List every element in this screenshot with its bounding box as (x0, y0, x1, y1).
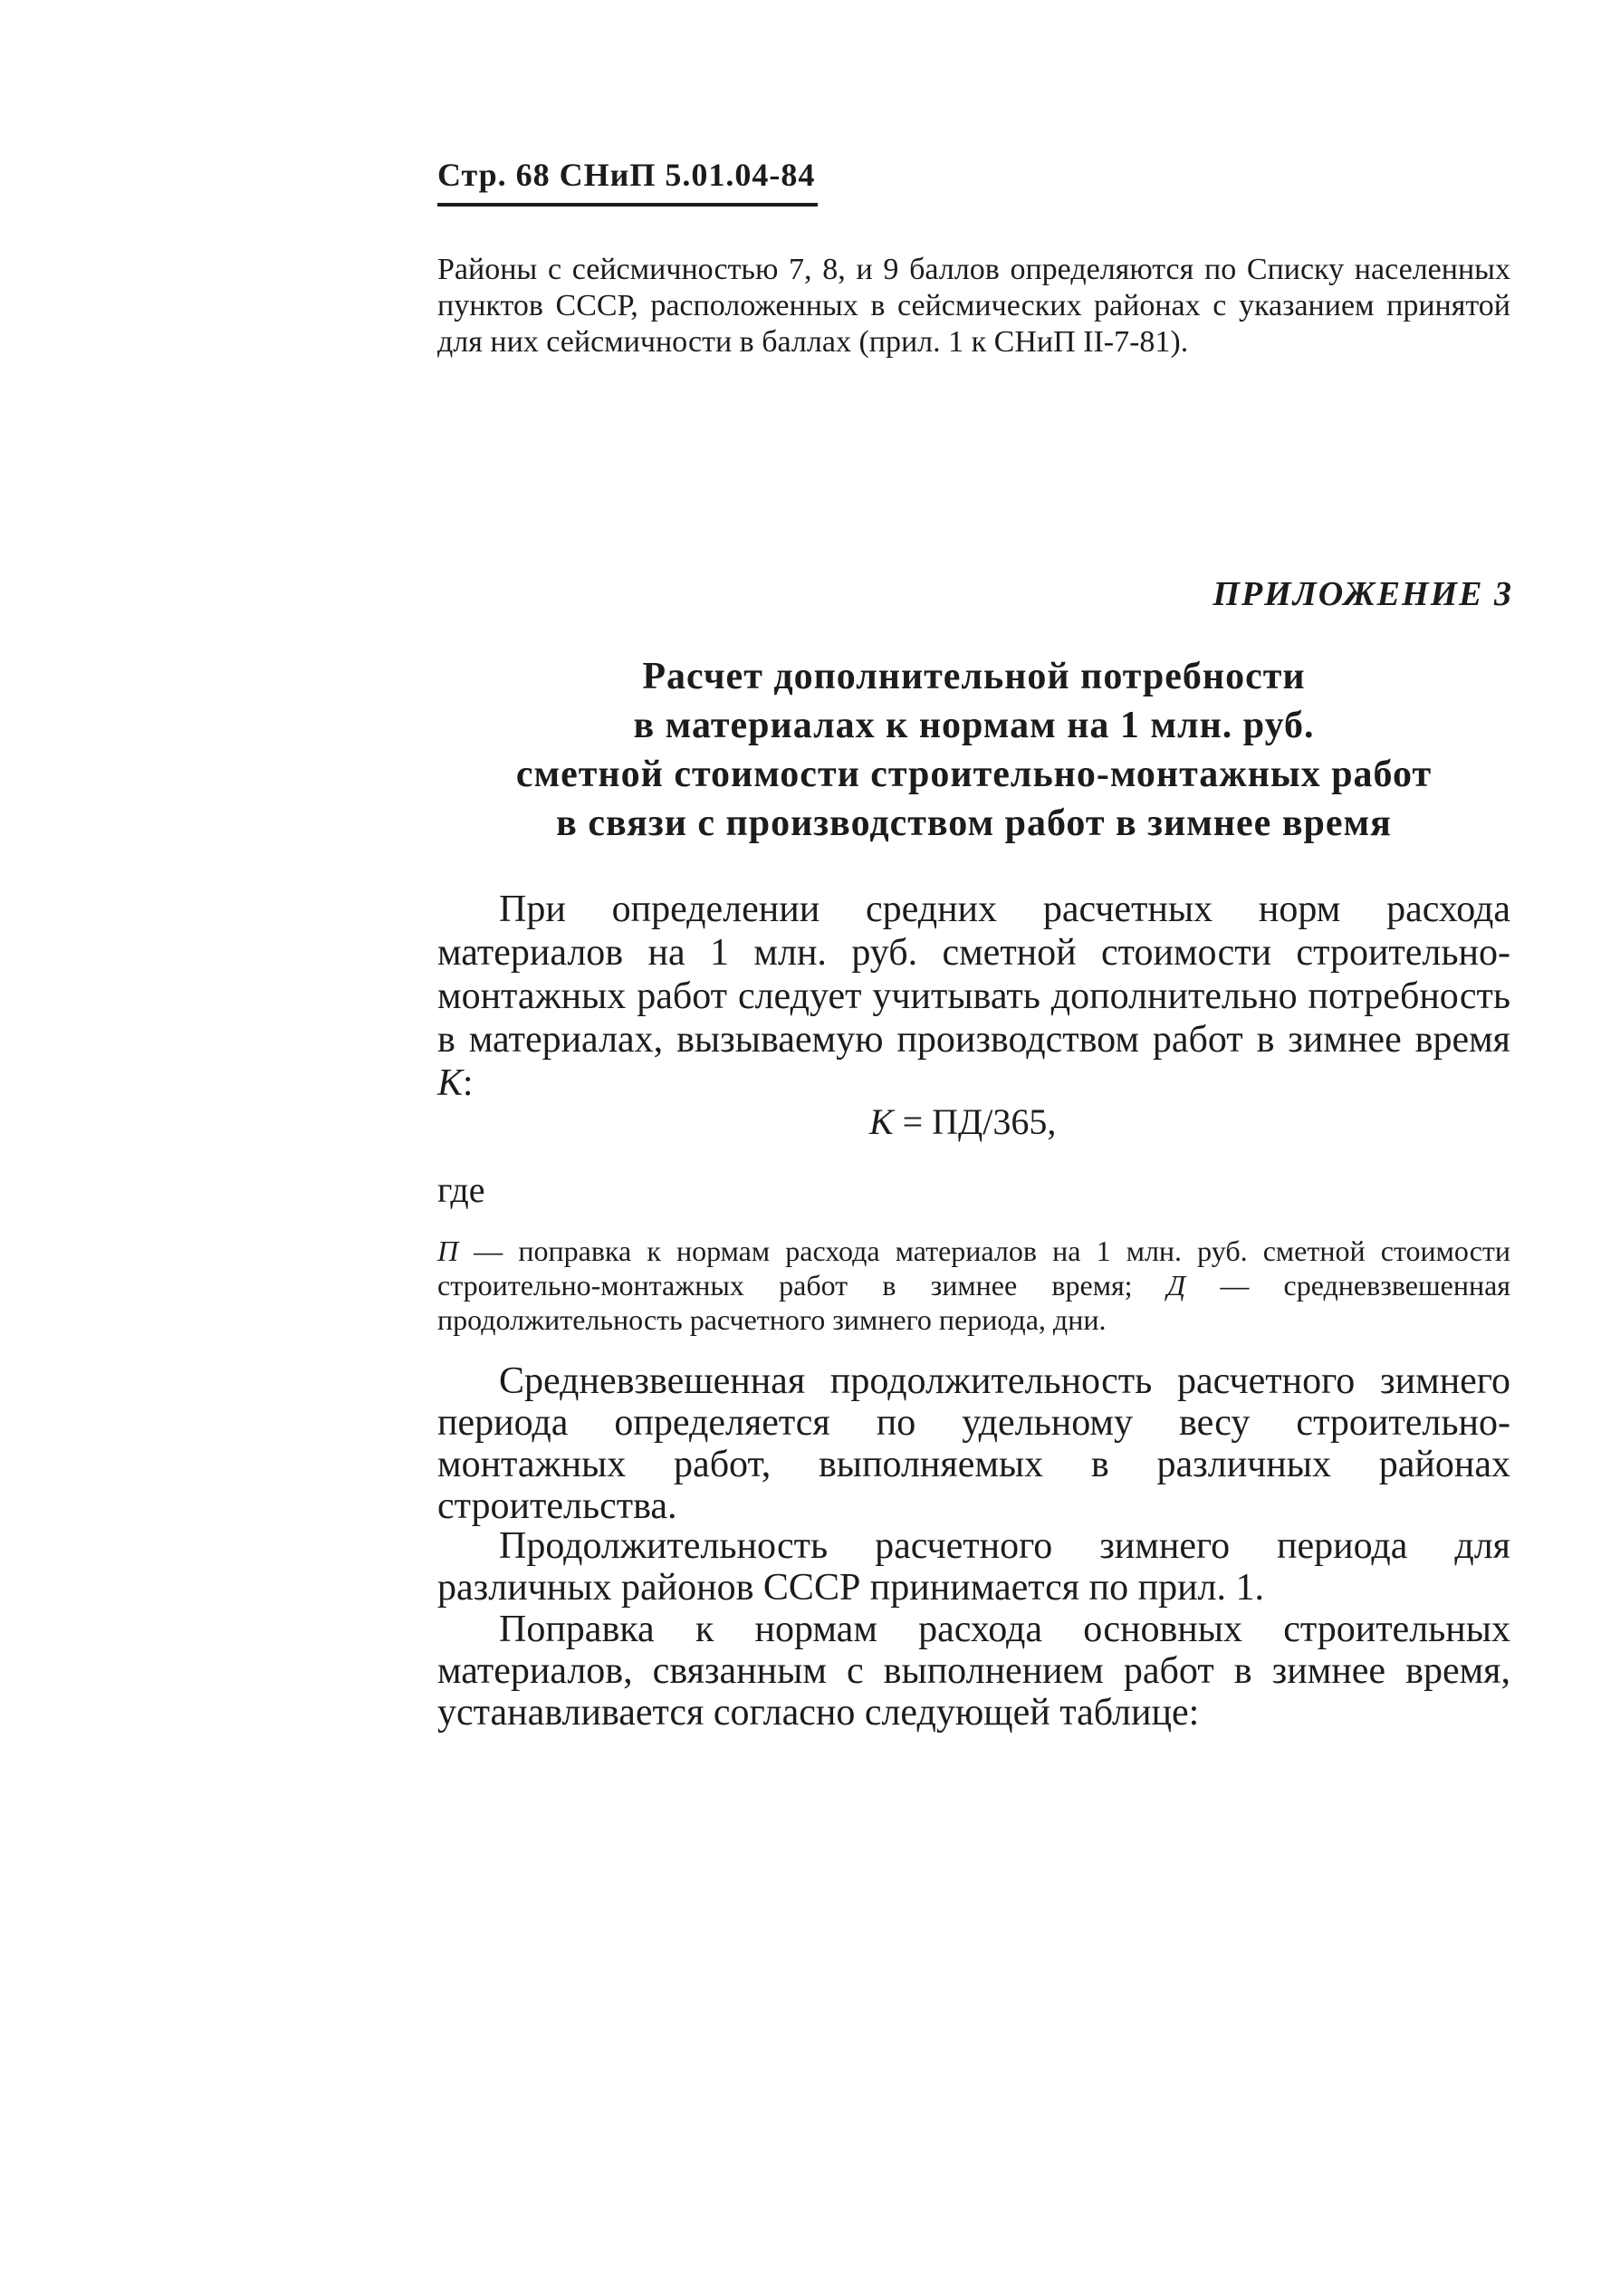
def-text-p: — поправка к нормам расхода материалов на 1 млн. руб. сметной стоимости строительно-монтажных работ в зимнее время; (437, 1234, 1510, 1302)
variable-k: К (437, 1062, 463, 1104)
running-head: Стр. 68 СНиП 5.01.04-84 (437, 157, 816, 193)
body-paragraph-2: Средневзвешенная продолжительность расчетного зимнего периода определяется по удельному весу строительно-монтажных работ, выполняемых в различных районах строительства. (437, 1360, 1510, 1527)
formula (869, 1100, 1056, 1143)
title-line: сметной стоимости строительно-монтажных работ (515, 754, 1433, 795)
body-paragraph-1 (437, 888, 1510, 1105)
paragraph-text: При определении средних расчетных норм расхода материалов на 1 млн. руб. сметной стоимости строительно-монтажных работ следует учитывать дополнительно потребность в материалах, вызываемую производством работ в зимнее время (437, 889, 1510, 1061)
def-var-d: Д (1166, 1269, 1186, 1302)
appendix-title (437, 652, 1510, 848)
punctuation: : (462, 1062, 474, 1104)
title-line: в материалах к нормам на 1 млн. руб. (633, 705, 1315, 746)
formula-variable: К (869, 1101, 894, 1142)
def-var-p: П (437, 1234, 459, 1267)
def-text-d: — средневзвешенная продолжительность расчетного зимнего периода, дни. (437, 1269, 1511, 1336)
where-label: где (437, 1169, 485, 1210)
definitions (437, 1234, 1510, 1337)
title-line: в связи с производством работ в зимнее время (556, 802, 1392, 844)
title-line: Расчет дополнительной потребности (642, 656, 1306, 697)
body-paragraph-3: Продолжительность расчетного зимнего периода для различных районов СССР принимается по прил. 1. (437, 1525, 1510, 1609)
appendix-label: ПРИЛОЖЕНИЕ 3 (1213, 575, 1513, 613)
header-rule (437, 203, 818, 207)
formula-expression: = ПД/365, (893, 1101, 1057, 1142)
body-paragraph-4: Поправка к нормам расхода основных строительных материалов, связанным с выполнением работ в зимнее время, устанавливается согласно следующей таблице: (437, 1609, 1510, 1734)
intro-paragraph: Районы с сейсмичностью 7, 8, и 9 баллов определяются по Списку населенных пунктов СССР, расположенных в сейсмических районах с указанием принятой для них сейсмичности в баллах (прил. 1 к СНиП II-7-81). (437, 253, 1510, 359)
